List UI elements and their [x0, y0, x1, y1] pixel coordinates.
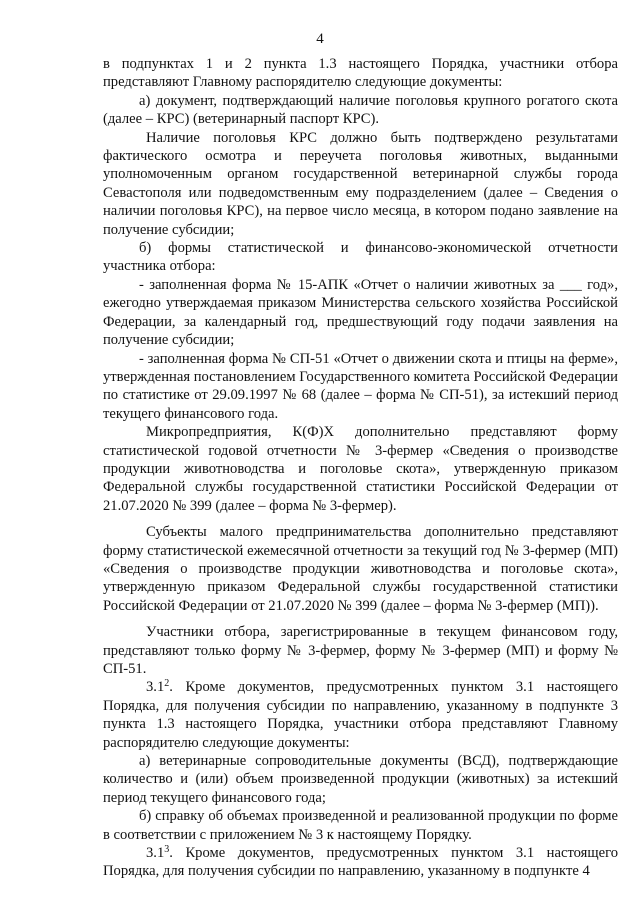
- paragraph-intro: в подпунктах 1 и 2 пункта 1.3 настоящего Порядка, участники отбора представляют Главному распорядителю следующие документы:: [103, 56, 618, 91]
- paragraph-form-15-apk: - заполненная форма № 15-АПК «Отчет о наличии животных за ___ год», ежегодно утверждаемая приказом Министерства сельского хозяйства Российской Федерации, за календарный год, предшествующий году подачи заявления на получение субсидии;: [103, 276, 618, 349]
- paragraph-microenterprises: Микропредприятия, К(Ф)Х дополнительно представляют форму статистической годовой отчетности № 3-фермер «Сведения о производстве продукции животноводства и поголовье скота», утвержденную приказом Федеральной службы государственной статистики Российской Федерации от 21.07.2020 № 399 (далее – форма № 3-фермер).: [103, 424, 618, 514]
- paragraph-item-a-vsd: а) ветеринарные сопроводительные документы (ВСД), подтверждающие количество и (или) объем произведенной продукции (животных) за истекший период текущего финансового года;: [103, 753, 618, 806]
- paragraph-item-b-forms: б) формы статистической и финансово-экономической отчетности участника отбора:: [103, 240, 618, 275]
- paragraph-new-participants: Участники отбора, зарегистрированные в текущем финансовом году, представляют только форму № 3-фермер, форму № 3-фермер (МП) и форму № СП-51.: [103, 624, 618, 677]
- clause-text: . Кроме документов, предусмотренных пунктом 3.1 настоящего Порядка, для получения субсидии по направлению, указанному в подпункте 3 пункта 1.3 настоящего Порядка, участники отбора представляют Главному распорядителю следующие документы:: [103, 679, 618, 751]
- clause-superscript: 3: [164, 844, 170, 856]
- paragraph-item-b-reference: б) справку об объемах произведенной и реализованной продукции по форме в соответствии с приложением № 3 к настоящему Порядку.: [103, 808, 618, 843]
- paragraph-clause-3-1-3: [103, 844, 618, 881]
- clause-number: 3.1: [146, 679, 165, 696]
- paragraph-small-business: Субъекты малого предпринимательства дополнительно представляют форму статистической ежемесячной отчетности за текущий год № 3-фермер (МП) «Сведения о производстве продукции животноводства и поголовье скота», утвержденную приказом Федеральной службы государственной статистики Российской Федерации от 21.07.2020 № 399 (далее – форма № 3-фермер (МП)).: [103, 524, 618, 614]
- paragraph-clause-3-1-2: [103, 678, 618, 752]
- page-number: 4: [316, 31, 324, 47]
- clause-superscript: 2: [164, 678, 170, 690]
- clause-text: . Кроме документов, предусмотренных пунктом 3.1 настоящего Порядка, для получения субсидии по направлению, указанному в подпункте 4: [103, 845, 618, 880]
- clause-number: 3.1: [146, 845, 165, 862]
- paragraph-form-sp-51: - заполненная форма № СП-51 «Отчет о движении скота и птицы на ферме», утвержденная постановлением Государственного комитета Российской Федерации по статистике от 29.09.1997 № 68 (далее – форма № СП-51), за истекший период текущего финансового года.: [103, 350, 618, 422]
- document-body: [103, 55, 618, 881]
- paragraph-krs-confirmation: Наличие поголовья КРС должно быть подтверждено результатами фактического осмотра и переучета поголовья животных, выданными уполномоченным органом государственной ветеринарной службы города Севастополя или подведомственным ему подразделением (далее – Сведения о наличии поголовья КРС), на первое число месяца, в котором подано заявление на получение субсидии;: [103, 129, 618, 238]
- paragraph-item-a-vet-passport: а) документ, подтверждающий наличие поголовья крупного рогатого скота (далее – КРС) (ветеринарный паспорт КРС).: [103, 92, 618, 128]
